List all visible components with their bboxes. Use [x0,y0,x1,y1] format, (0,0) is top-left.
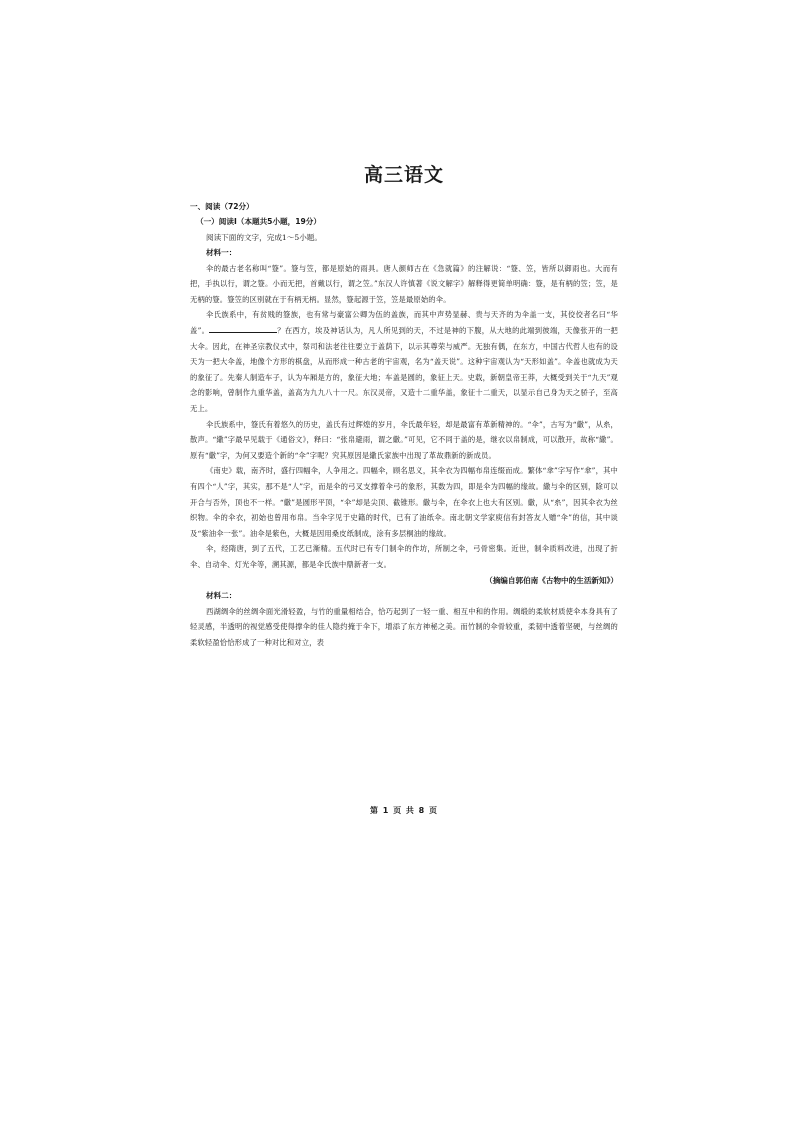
paragraph-2-part-b: ？在西方，埃及神话认为，凡人所见到的天，不过是神的下腹，从大地的此端到彼端，天像张开的一把大伞。因此，在神圣宗教仪式中，祭司和法老往往要立于盖荫下，以示其尊荣与威严。无独有偶，在东方，中国古代哲人也有的设天为一把大伞盖，地像个方形的棋盘，从而形成一种古老的宇宙观，名为“盖天说”。这种宇宙观认为“天形如盖”。伞盖也就成为天的象征了。先秦人制造车子，认为车厢是方的，象征大地；车盖是圆的，象征上天。史载，新朝皇帝王莽，大概受到关于“九天”观念的影响，曾制作九重华盖，盖高为九九八十一尺。东汉灵帝，又造十二重华盖，象征十二重天，以显示自己身为天之骄子，至高无上。 [190,326,618,413]
material-one-label: 材料一： [206,248,237,258]
paragraph-4: 《南史》载，南齐时，盛行四幅伞，人争用之。四幅伞，顾名思义，其伞衣为四幅布帛连缀而成。繁体“傘”字写作“傘”，其中有四个“人”字，其实，那不是“人”字，而是伞的弓叉支撑着伞弓的象形，其数为四，即是伞为四幅的缘故。繖与伞的区别，除可以开合与否外，顶也不一样。“繖”是圆形平顶，“伞”却是尖顶、截锥形。繖与伞，在伞衣上也大有区别。繖，从“糸”，因其伞衣为丝织物。伞的伞衣，初始也曾用布帛。当伞字见于史籍的时代，已有了油纸伞。南北朝文学家庾信有封答友人赠“伞”的信，其中谈及“紫油伞一张”。油伞是紫色，大概是因用桑皮纸制成，涂有多层桐油的缘故。 [190,466,618,538]
section-heading: 一、阅读（72分） [190,202,254,211]
source-citation: （摘编自郭伯南《古物中的生活新知》） [485,575,618,585]
paragraph-3: 伞氏族系中，簦氏有着悠久的历史，盖氏有过辉煌的岁月，伞氏最年轻，却是最富有革新精神的。“伞”，古写为“繖”，从糸，散声。“繖”字最早见载于《通俗文》，释曰：“张帛避雨，谓之繖。”可见，它不同于盖的是，继衣以帛制成，可以散开，故称“繖”。原有“繖”字，为何又要造个新的“伞”字呢？究其原因是繖氏家族中出现了革故鼎新的新成员。 [190,419,618,460]
instruction-text: 阅读下面的文字，完成1～5小题。 [206,232,322,242]
fill-in-blank [209,324,277,333]
paragraph-2 [190,307,618,416]
document-page [190,150,618,830]
paragraph-5: 伞，经隋唐，到了五代，工艺已渐精。五代时已有专门制伞的作坊，所制之伞，弓骨密集。近世，制伞质料改进，出现了折伞、自动伞、灯光伞等，溯其源，都是伞氏族中鼎新者一支。 [190,544,618,569]
page-footer: 第 1 页 共 8 页 [369,806,439,815]
paragraph-6: 西湖绸伞的丝绸伞面光滑轻盈，与竹的重量相结合，恰巧起到了一轻一重、相互中和的作用。绸缎的柔软材质使伞本身具有了轻灵感，半透明的视觉感受使得撑伞的佳人隐约掩于伞下，增添了东方神秘之美。而竹制的伞骨较重，柔韧中透着坚硬，与丝绸的柔软轻盈恰恰形成了一种对比和对立，表 [190,606,618,647]
material-two-label: 材料二： [206,591,237,601]
paragraph-1: 伞的最古老名称叫“簦”。簦与笠，都是原始的雨具。唐人颜师古在《急就篇》的注解说：“簦、笠，皆所以御雨也。大而有把，手执以行，谓之簦。小而无把，首戴以行，谓之笠。”东汉人许慎著《说文解字》解释得更简单明确：簦，是有柄的笠；笠，是无柄的簦。簦笠的区别就在于有柄无柄。显然，簦起源于笠，笠是最原始的伞。 [190,263,618,304]
paragraph-2-part-a: 伞氏族系中，有贫贱的簦族，也有常与豪富公卿为伍的盖族，而其中声势显赫、贵与天齐的为伞盖一支，其佼佼者名曰“华盖”。 [190,310,618,335]
page-title: 高三语文 [363,164,444,186]
subsection-heading: （一）阅读I（本题共5小题，19分） [196,217,321,227]
